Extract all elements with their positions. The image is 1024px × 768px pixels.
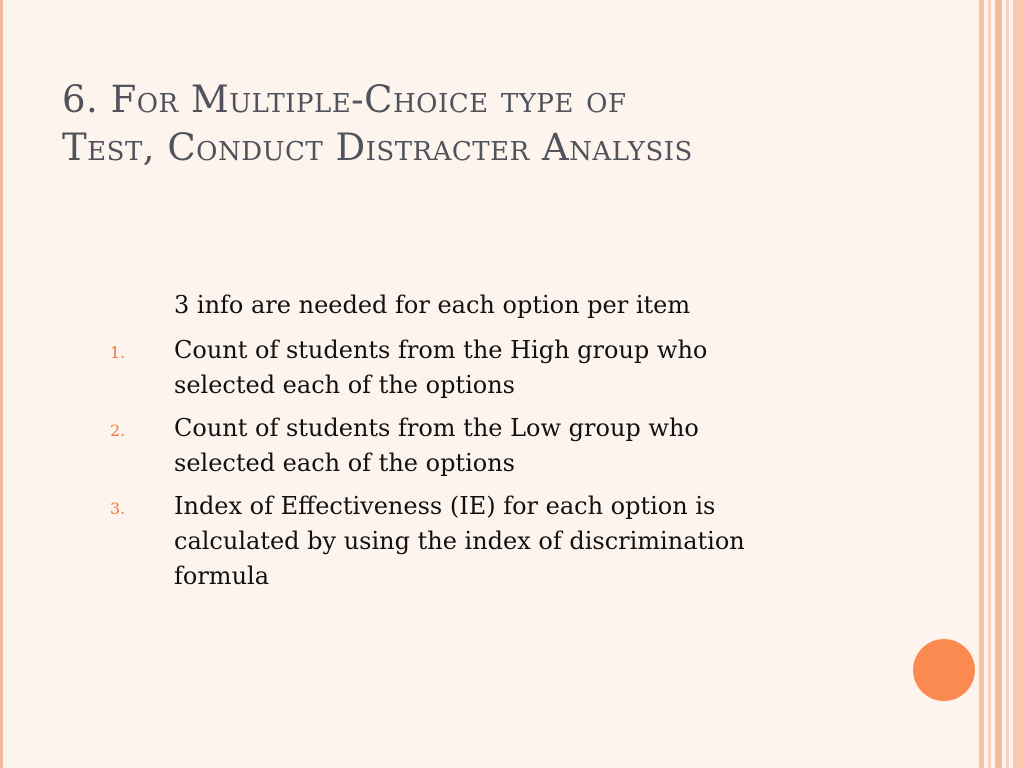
- list-item-line: calculated by using the index of discrimination: [174, 527, 745, 555]
- title-line-1: 6. For Multiple-Choice type of: [62, 78, 627, 121]
- left-border: [0, 0, 3, 768]
- decorative-stripe: [995, 0, 1002, 768]
- list-item: [110, 411, 870, 481]
- list-number: 3.: [110, 499, 126, 518]
- list-item-line: Index of Effectiveness (IE) for each option is: [174, 492, 716, 520]
- decorative-circle: [913, 639, 975, 701]
- list-item-text: [174, 333, 870, 403]
- list-item-line: selected each of the options: [174, 371, 515, 399]
- decorative-stripe: [988, 0, 991, 768]
- intro-text: 3 info are needed for each option per item: [174, 291, 691, 319]
- list-item-text: [174, 489, 870, 594]
- decorative-stripe: [1006, 0, 1009, 768]
- list-number: 2.: [110, 421, 126, 440]
- decorative-stripe: [979, 0, 984, 768]
- slide-body: [110, 288, 870, 602]
- list-item-line: Count of students from the High group who: [174, 336, 708, 364]
- slide-title: [62, 76, 942, 172]
- list-number: 1.: [110, 343, 126, 362]
- decorative-stripe: [1013, 0, 1024, 768]
- list-item: [110, 333, 870, 403]
- list-item-line: Count of students from the Low group who: [174, 414, 699, 442]
- list-item-line: formula: [174, 562, 270, 590]
- list-item: [110, 489, 870, 594]
- list-item-line: selected each of the options: [174, 449, 515, 477]
- list-item-text: [174, 411, 870, 481]
- title-line-2: Test, Conduct Distracter Analysis: [62, 126, 693, 169]
